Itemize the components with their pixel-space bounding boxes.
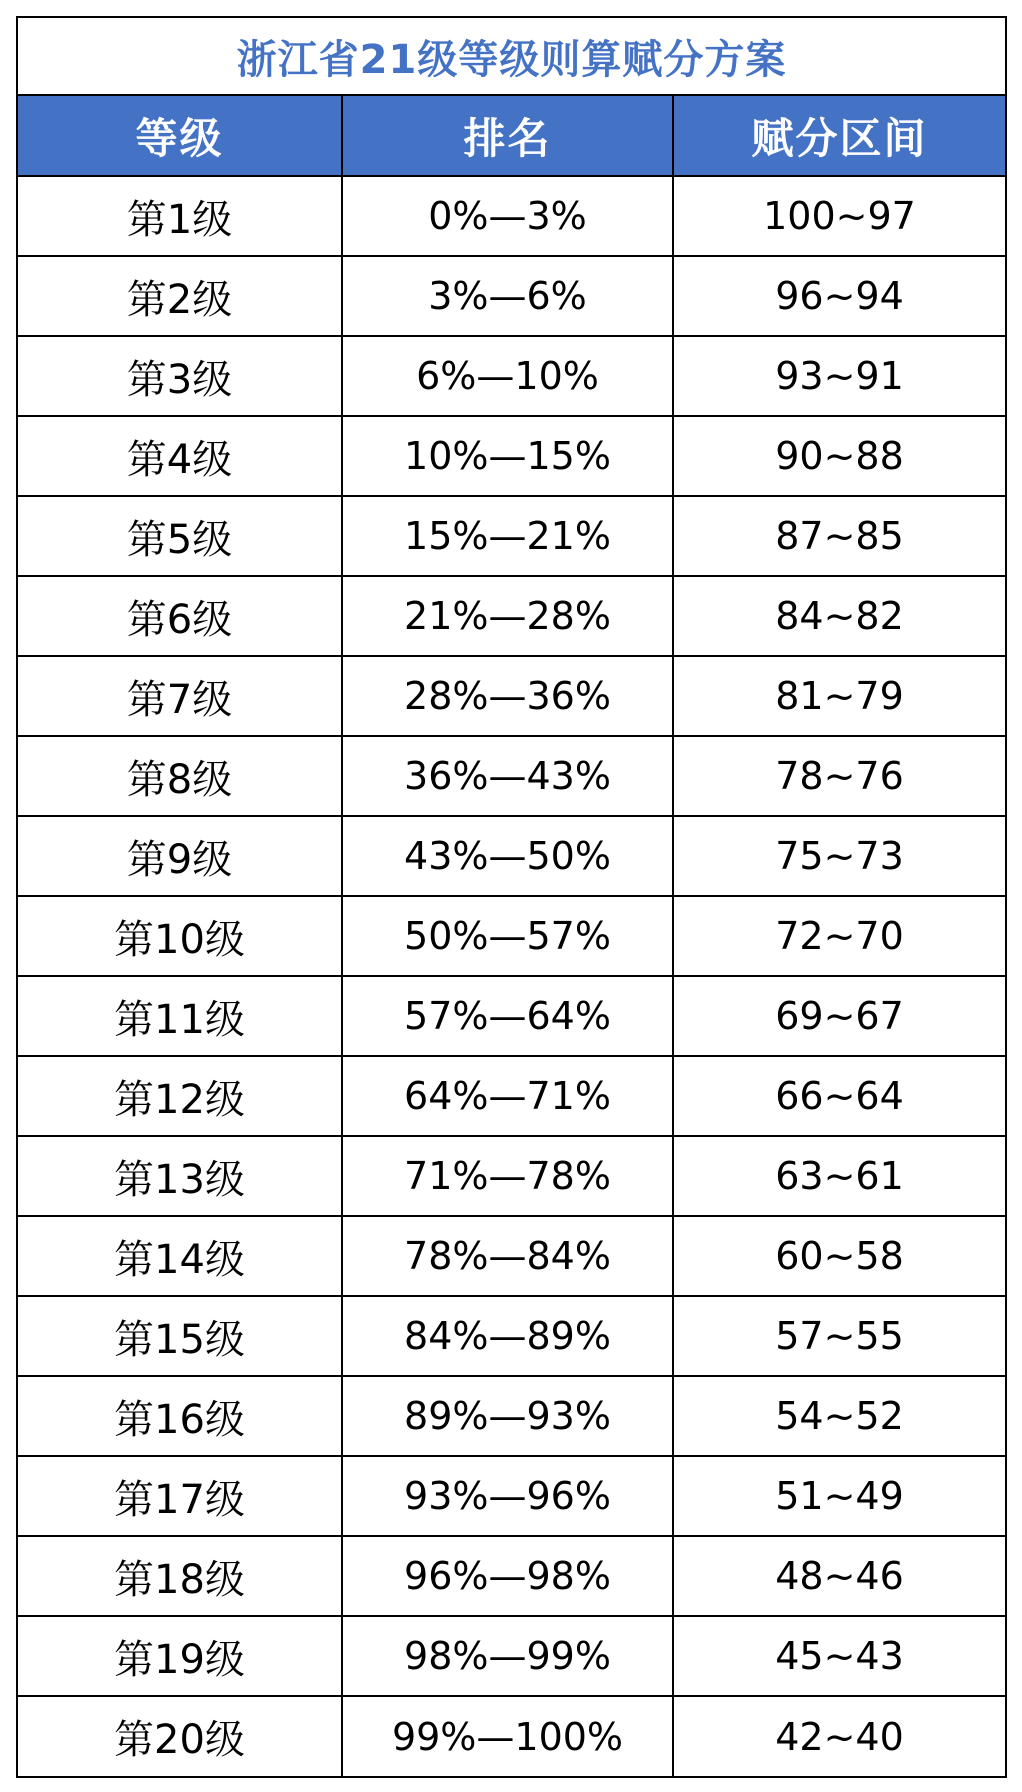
score-range-cell: 78~76: [673, 736, 1005, 816]
rank-cell: 93%—96%: [342, 1456, 673, 1536]
table-row: [18, 1456, 1005, 1536]
score-range-cell: 72~70: [673, 896, 1005, 976]
grade-cell: 第4级: [18, 416, 342, 496]
table-row: [18, 1056, 1005, 1136]
score-range-cell: 63~61: [673, 1136, 1005, 1216]
score-range-cell: 45~43: [673, 1616, 1005, 1696]
score-range-cell: 69~67: [673, 976, 1005, 1056]
grade-cell: 第6级: [18, 576, 342, 656]
score-range-cell: 93~91: [673, 336, 1005, 416]
grade-cell: 第3级: [18, 336, 342, 416]
rank-cell: 15%—21%: [342, 496, 673, 576]
rank-cell: 96%—98%: [342, 1536, 673, 1616]
table-row: [18, 176, 1005, 256]
rank-cell: 21%—28%: [342, 576, 673, 656]
table-row: [18, 1136, 1005, 1216]
score-range-cell: 100~97: [673, 176, 1005, 256]
score-range-cell: 81~79: [673, 656, 1005, 736]
grade-cell: 第7级: [18, 656, 342, 736]
rank-cell: 3%—6%: [342, 256, 673, 336]
table-body: [18, 176, 1005, 1776]
table-row: [18, 256, 1005, 336]
header-rank: 排名: [342, 96, 673, 176]
grade-cell: 第8级: [18, 736, 342, 816]
rank-cell: 89%—93%: [342, 1376, 673, 1456]
score-range-cell: 51~49: [673, 1456, 1005, 1536]
grading-table-sheet: [16, 16, 1007, 1778]
table-row: [18, 416, 1005, 496]
table-row: [18, 1376, 1005, 1456]
header-grade: 等级: [18, 96, 342, 176]
rank-cell: 84%—89%: [342, 1296, 673, 1376]
rank-cell: 64%—71%: [342, 1056, 673, 1136]
rank-cell: 10%—15%: [342, 416, 673, 496]
rank-cell: 28%—36%: [342, 656, 673, 736]
grade-cell: 第19级: [18, 1616, 342, 1696]
rank-cell: 36%—43%: [342, 736, 673, 816]
grade-cell: 第5级: [18, 496, 342, 576]
header-score-range: 赋分区间: [673, 96, 1005, 176]
score-range-cell: 87~85: [673, 496, 1005, 576]
score-range-cell: 66~64: [673, 1056, 1005, 1136]
rank-cell: 43%—50%: [342, 816, 673, 896]
rank-cell: 0%—3%: [342, 176, 673, 256]
table-row: [18, 1536, 1005, 1616]
table-row: [18, 816, 1005, 896]
table-row: [18, 896, 1005, 976]
table-row: [18, 336, 1005, 416]
score-range-cell: 57~55: [673, 1296, 1005, 1376]
grade-cell: 第12级: [18, 1056, 342, 1136]
rank-cell: 98%—99%: [342, 1616, 673, 1696]
table-row: [18, 496, 1005, 576]
rank-cell: 78%—84%: [342, 1216, 673, 1296]
score-range-cell: 54~52: [673, 1376, 1005, 1456]
score-range-cell: 84~82: [673, 576, 1005, 656]
score-range-cell: 42~40: [775, 1714, 904, 1759]
grade-cell: 第2级: [18, 256, 342, 336]
grade-cell: 第17级: [18, 1456, 342, 1536]
title-row: [18, 18, 1005, 96]
table-row: [18, 576, 1005, 656]
rank-cell: 6%—10%: [342, 336, 673, 416]
rank-cell: 99%—100%: [342, 1696, 673, 1776]
grading-table: [18, 96, 1005, 1776]
table-row: [18, 656, 1005, 736]
table-row: [18, 1696, 1005, 1776]
grade-cell: 第16级: [18, 1376, 342, 1456]
rank-cell: 71%—78%: [342, 1136, 673, 1216]
score-range-cell: 60~58: [673, 1216, 1005, 1296]
table-row: [18, 1216, 1005, 1296]
score-range-cell: 90~88: [673, 416, 1005, 496]
grade-cell: 第1级: [18, 176, 342, 256]
grade-cell: 第20级: [18, 1696, 342, 1776]
table-row: [18, 736, 1005, 816]
rank-cell: 57%—64%: [342, 976, 673, 1056]
table-row: [18, 1616, 1005, 1696]
grade-cell: 第9级: [18, 816, 342, 896]
score-range-cell: 96~94: [673, 256, 1005, 336]
score-range-cell: 48~46: [673, 1536, 1005, 1616]
grade-cell: 第15级: [18, 1296, 342, 1376]
rank-cell: 50%—57%: [342, 896, 673, 976]
table-row: [18, 976, 1005, 1056]
grade-cell: 第18级: [18, 1536, 342, 1616]
table-row: [18, 1296, 1005, 1376]
grade-cell: 第13级: [18, 1136, 342, 1216]
header-row: [18, 96, 1005, 176]
table-title: 浙江省21级等级则算赋分方案: [236, 36, 787, 83]
grade-cell: 第10级: [18, 896, 342, 976]
score-range-cell: 75~73: [673, 816, 1005, 896]
grade-cell: 第11级: [18, 976, 342, 1056]
grade-cell: 第14级: [18, 1216, 342, 1296]
